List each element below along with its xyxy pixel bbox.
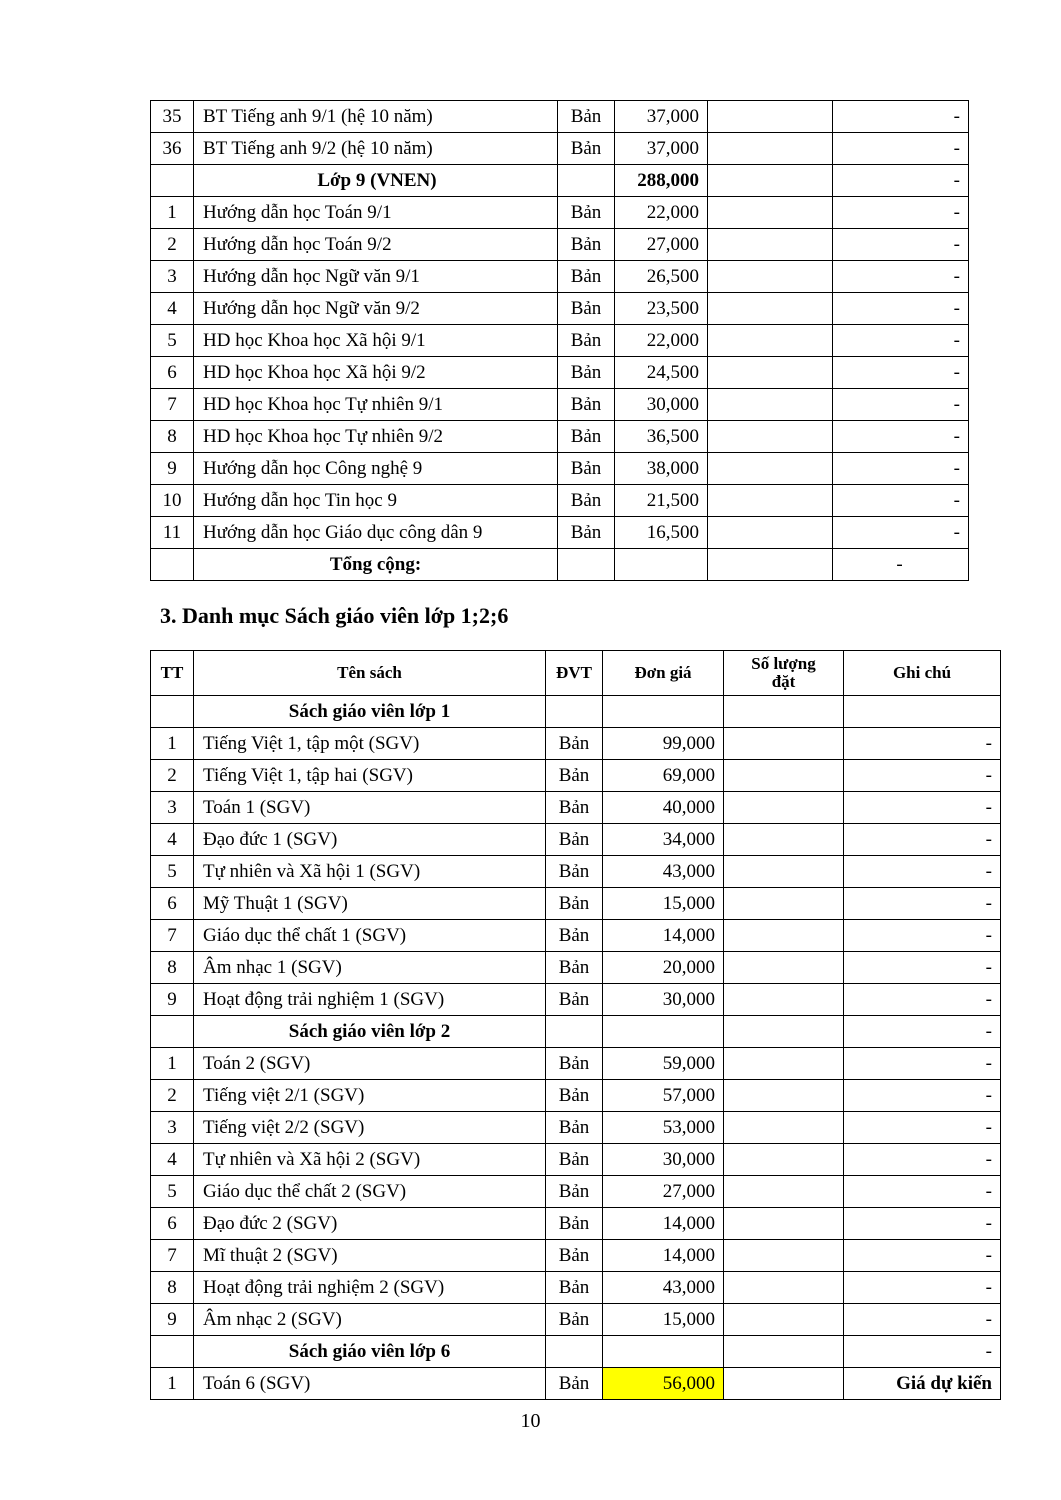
- unit-price: 26,500: [615, 261, 708, 293]
- unit: Bản: [558, 229, 615, 261]
- row-number: [151, 549, 194, 581]
- unit-price: 53,000: [603, 1112, 724, 1144]
- book-title: Mỹ Thuật 1 (SGV): [194, 888, 546, 920]
- note: Giá dự kiến: [844, 1368, 1001, 1400]
- book-title: Giáo dục thể chất 1 (SGV): [194, 920, 546, 952]
- table-row: [151, 1208, 1001, 1240]
- unit: Bản: [546, 1304, 603, 1336]
- book-title: Toán 1 (SGV): [194, 792, 546, 824]
- row-number: 4: [151, 293, 194, 325]
- table-row: [151, 197, 969, 229]
- note: -: [833, 421, 969, 453]
- note: -: [844, 824, 1001, 856]
- table-row: [151, 888, 1001, 920]
- note: -: [833, 357, 969, 389]
- quantity-cell: [708, 293, 833, 325]
- quantity-cell: [724, 984, 844, 1016]
- unit: Bản: [546, 920, 603, 952]
- note: -: [844, 1016, 1001, 1048]
- unit-price: 21,500: [615, 485, 708, 517]
- unit-price: 14,000: [603, 1208, 724, 1240]
- book-title: Tiếng Việt 1, tập một (SGV): [194, 728, 546, 760]
- note: -: [833, 165, 969, 197]
- row-number: 5: [151, 1176, 194, 1208]
- section-heading: 3. Danh mục Sách giáo viên lớp 1;2;6: [160, 603, 509, 628]
- table2-body: [151, 696, 1001, 1400]
- unit-price: [603, 696, 724, 728]
- table-row: [151, 1144, 1001, 1176]
- unit-price: 30,000: [603, 1144, 724, 1176]
- note: -: [844, 920, 1001, 952]
- unit-price: 16,500: [615, 517, 708, 549]
- quantity-cell: [708, 485, 833, 517]
- table-row: [151, 1112, 1001, 1144]
- book-title: HD học Khoa học Tự nhiên 9/2: [194, 421, 558, 453]
- unit: Bản: [546, 1208, 603, 1240]
- quantity-cell: [724, 1368, 844, 1400]
- unit: [558, 549, 615, 581]
- unit: Bản: [546, 728, 603, 760]
- unit-price: 22,000: [615, 325, 708, 357]
- row-number: 9: [151, 1304, 194, 1336]
- note: -: [833, 101, 969, 133]
- table-row: [151, 229, 969, 261]
- unit: Bản: [558, 357, 615, 389]
- note: -: [844, 952, 1001, 984]
- unit-price: 15,000: [603, 1304, 724, 1336]
- book-price-table-grade9: [150, 100, 969, 581]
- unit: Bản: [546, 1112, 603, 1144]
- note: -: [844, 1080, 1001, 1112]
- book-title: Tự nhiên và Xã hội 2 (SGV): [194, 1144, 546, 1176]
- quantity-cell: [724, 824, 844, 856]
- row-number: 4: [151, 1144, 194, 1176]
- unit-price: 22,000: [615, 197, 708, 229]
- unit-price: 40,000: [603, 792, 724, 824]
- unit: Bản: [546, 1080, 603, 1112]
- quantity-cell: [724, 728, 844, 760]
- table-row: [151, 728, 1001, 760]
- note: -: [844, 1304, 1001, 1336]
- table1-body: [151, 101, 969, 581]
- note: -: [833, 133, 969, 165]
- row-number: 8: [151, 1272, 194, 1304]
- unit: Bản: [558, 517, 615, 549]
- unit-price: 24,500: [615, 357, 708, 389]
- group-row: [151, 696, 1001, 728]
- unit: [546, 1016, 603, 1048]
- book-title: Hoạt động trải nghiệm 2 (SGV): [194, 1272, 546, 1304]
- header-note: Ghi chú: [844, 651, 1001, 696]
- row-number: 6: [151, 888, 194, 920]
- note: -: [833, 325, 969, 357]
- book-title: Hướng dẫn học Công nghệ 9: [194, 453, 558, 485]
- unit: Bản: [546, 760, 603, 792]
- header-name: Tên sách: [194, 651, 546, 696]
- unit-price: 27,000: [603, 1176, 724, 1208]
- quantity-cell: [708, 357, 833, 389]
- quantity-cell: [724, 952, 844, 984]
- table-row: [151, 1304, 1001, 1336]
- note: -: [844, 1176, 1001, 1208]
- unit: Bản: [546, 1048, 603, 1080]
- teacher-book-table: [150, 650, 1001, 1400]
- unit: [546, 1336, 603, 1368]
- unit-price: 15,000: [603, 888, 724, 920]
- table-row: [151, 1176, 1001, 1208]
- note: -: [833, 197, 969, 229]
- quantity-cell: [724, 1208, 844, 1240]
- unit: Bản: [546, 1368, 603, 1400]
- book-title: Hướng dẫn học Tin học 9: [194, 485, 558, 517]
- row-number: [151, 1336, 194, 1368]
- note: -: [833, 453, 969, 485]
- book-title: Âm nhạc 1 (SGV): [194, 952, 546, 984]
- row-number: 8: [151, 421, 194, 453]
- unit-price: 30,000: [603, 984, 724, 1016]
- note: -: [833, 229, 969, 261]
- table-row: [151, 856, 1001, 888]
- table-row: [151, 261, 969, 293]
- book-title: Tiếng Việt 1, tập hai (SGV): [194, 760, 546, 792]
- table-row: [151, 1240, 1001, 1272]
- table-row: [151, 1272, 1001, 1304]
- row-number: [151, 1016, 194, 1048]
- book-title: HD học Khoa học Tự nhiên 9/1: [194, 389, 558, 421]
- subtotal-row: [151, 165, 969, 197]
- book-title: Tự nhiên và Xã hội 1 (SGV): [194, 856, 546, 888]
- quantity-cell: [708, 101, 833, 133]
- quantity-cell: [708, 165, 833, 197]
- book-title: Hướng dẫn học Ngữ văn 9/1: [194, 261, 558, 293]
- quantity-cell: [708, 453, 833, 485]
- book-title: Tiếng việt 2/2 (SGV): [194, 1112, 546, 1144]
- book-title: Lớp 9 (VNEN): [194, 165, 558, 197]
- quantity-cell: [724, 888, 844, 920]
- table-header-row: [151, 651, 1001, 696]
- unit-price: [615, 549, 708, 581]
- row-number: 6: [151, 1208, 194, 1240]
- book-title: HD học Khoa học Xã hội 9/2: [194, 357, 558, 389]
- quantity-cell: [724, 696, 844, 728]
- row-number: 2: [151, 760, 194, 792]
- total-label: Tổng cộng:: [194, 549, 558, 581]
- book-title: HD học Khoa học Xã hội 9/1: [194, 325, 558, 357]
- row-number: 1: [151, 728, 194, 760]
- unit: Bản: [546, 856, 603, 888]
- table-row: [151, 357, 969, 389]
- unit-price: 56,000: [603, 1368, 724, 1400]
- quantity-cell: [724, 1144, 844, 1176]
- row-number: 5: [151, 856, 194, 888]
- note: -: [844, 888, 1001, 920]
- quantity-cell: [724, 792, 844, 824]
- total-row: [151, 549, 969, 581]
- unit: Bản: [558, 453, 615, 485]
- note: -: [844, 856, 1001, 888]
- row-number: 7: [151, 389, 194, 421]
- quantity-cell: [708, 389, 833, 421]
- quantity-cell: [708, 549, 833, 581]
- note: -: [833, 517, 969, 549]
- note: -: [844, 1272, 1001, 1304]
- book-title: Hoạt động trải nghiệm 1 (SGV): [194, 984, 546, 1016]
- note: -: [844, 1144, 1001, 1176]
- row-number: 2: [151, 229, 194, 261]
- unit-price: 37,000: [615, 101, 708, 133]
- note: -: [844, 1112, 1001, 1144]
- group-row: [151, 1016, 1001, 1048]
- note: -: [844, 1240, 1001, 1272]
- quantity-cell: [724, 1304, 844, 1336]
- quantity-cell: [724, 760, 844, 792]
- book-title: Giáo dục thể chất 2 (SGV): [194, 1176, 546, 1208]
- row-number: 2: [151, 1080, 194, 1112]
- quantity-cell: [708, 133, 833, 165]
- unit-price: 37,000: [615, 133, 708, 165]
- unit-price: [603, 1336, 724, 1368]
- unit-price: 14,000: [603, 1240, 724, 1272]
- row-number: 7: [151, 920, 194, 952]
- row-number: 6: [151, 357, 194, 389]
- book-title: Toán 2 (SGV): [194, 1048, 546, 1080]
- unit: Bản: [558, 261, 615, 293]
- row-number: 3: [151, 1112, 194, 1144]
- unit-price: 69,000: [603, 760, 724, 792]
- book-title: Hướng dẫn học Toán 9/2: [194, 229, 558, 261]
- unit: Bản: [558, 197, 615, 229]
- table-row: [151, 1368, 1001, 1400]
- note: -: [833, 261, 969, 293]
- unit-price: 36,500: [615, 421, 708, 453]
- row-number: 4: [151, 824, 194, 856]
- unit: Bản: [546, 792, 603, 824]
- table-row: [151, 517, 969, 549]
- row-number: 3: [151, 261, 194, 293]
- quantity-cell: [708, 325, 833, 357]
- header-price: Đơn giá: [603, 651, 724, 696]
- quantity-cell: [724, 1240, 844, 1272]
- unit-price: 20,000: [603, 952, 724, 984]
- book-title: Đạo đức 2 (SGV): [194, 1208, 546, 1240]
- table-row: [151, 101, 969, 133]
- total-note: -: [833, 549, 969, 581]
- note: -: [844, 984, 1001, 1016]
- row-number: 9: [151, 453, 194, 485]
- unit-price: 43,000: [603, 856, 724, 888]
- row-number: 8: [151, 952, 194, 984]
- note: [844, 696, 1001, 728]
- quantity-cell: [724, 856, 844, 888]
- book-title: Hướng dẫn học Toán 9/1: [194, 197, 558, 229]
- quantity-cell: [708, 197, 833, 229]
- unit: Bản: [546, 888, 603, 920]
- quantity-cell: [724, 1336, 844, 1368]
- row-number: 35: [151, 101, 194, 133]
- quantity-cell: [708, 421, 833, 453]
- row-number: 11: [151, 517, 194, 549]
- unit-price: 34,000: [603, 824, 724, 856]
- unit: Bản: [546, 824, 603, 856]
- unit: Bản: [558, 325, 615, 357]
- quantity-cell: [724, 1048, 844, 1080]
- table-row: [151, 792, 1001, 824]
- row-number: 3: [151, 792, 194, 824]
- unit-price: 27,000: [615, 229, 708, 261]
- quantity-cell: [708, 517, 833, 549]
- unit-price: 288,000: [615, 165, 708, 197]
- row-number: 10: [151, 485, 194, 517]
- table-row: [151, 421, 969, 453]
- quantity-cell: [724, 1080, 844, 1112]
- table-row: [151, 293, 969, 325]
- book-title: Toán 6 (SGV): [194, 1368, 546, 1400]
- table-row: [151, 133, 969, 165]
- book-title: Tiếng việt 2/1 (SGV): [194, 1080, 546, 1112]
- unit: Bản: [558, 293, 615, 325]
- note: -: [844, 760, 1001, 792]
- unit: Bản: [558, 485, 615, 517]
- note: -: [844, 1208, 1001, 1240]
- note: -: [833, 293, 969, 325]
- row-number: 5: [151, 325, 194, 357]
- quantity-cell: [724, 920, 844, 952]
- unit-price: 23,500: [615, 293, 708, 325]
- row-number: 36: [151, 133, 194, 165]
- unit: Bản: [546, 1272, 603, 1304]
- table-row: [151, 760, 1001, 792]
- row-number: 1: [151, 1048, 194, 1080]
- unit-price: 99,000: [603, 728, 724, 760]
- note: -: [844, 1048, 1001, 1080]
- row-number: 1: [151, 197, 194, 229]
- book-title: Âm nhạc 2 (SGV): [194, 1304, 546, 1336]
- book-title: Mĩ thuật 2 (SGV): [194, 1240, 546, 1272]
- note: -: [833, 485, 969, 517]
- table-row: [151, 1080, 1001, 1112]
- header-tt: TT: [151, 651, 194, 696]
- group-title: Sách giáo viên lớp 6: [194, 1336, 546, 1368]
- unit-price: 30,000: [615, 389, 708, 421]
- table-row: [151, 920, 1001, 952]
- unit: Bản: [546, 1176, 603, 1208]
- book-title: BT Tiếng anh 9/1 (hệ 10 năm): [194, 101, 558, 133]
- table-row: [151, 453, 969, 485]
- book-title: Đạo đức 1 (SGV): [194, 824, 546, 856]
- unit: Bản: [558, 421, 615, 453]
- row-number: [151, 165, 194, 197]
- unit: Bản: [546, 1144, 603, 1176]
- unit: [546, 696, 603, 728]
- table-row: [151, 389, 969, 421]
- book-title: BT Tiếng anh 9/2 (hệ 10 năm): [194, 133, 558, 165]
- unit: Bản: [546, 1240, 603, 1272]
- table-row: [151, 325, 969, 357]
- note: -: [844, 728, 1001, 760]
- note: -: [844, 1336, 1001, 1368]
- unit-price: 38,000: [615, 453, 708, 485]
- unit: Bản: [558, 133, 615, 165]
- book-title: Hướng dẫn học Giáo dục công dân 9: [194, 517, 558, 549]
- quantity-cell: [708, 261, 833, 293]
- table-row: [151, 485, 969, 517]
- note: -: [833, 389, 969, 421]
- table-row: [151, 1048, 1001, 1080]
- page-number: 10: [520, 1410, 541, 1432]
- row-number: 1: [151, 1368, 194, 1400]
- group-row: [151, 1336, 1001, 1368]
- unit-price: 59,000: [603, 1048, 724, 1080]
- quantity-cell: [724, 1176, 844, 1208]
- quantity-cell: [708, 229, 833, 261]
- group-title: Sách giáo viên lớp 2: [194, 1016, 546, 1048]
- table-row: [151, 824, 1001, 856]
- unit-price: 43,000: [603, 1272, 724, 1304]
- unit: Bản: [558, 101, 615, 133]
- unit: Bản: [546, 952, 603, 984]
- row-number: 9: [151, 984, 194, 1016]
- quantity-cell: [724, 1112, 844, 1144]
- row-number: 7: [151, 1240, 194, 1272]
- row-number: [151, 696, 194, 728]
- unit-price: [603, 1016, 724, 1048]
- book-title: Hướng dẫn học Ngữ văn 9/2: [194, 293, 558, 325]
- quantity-cell: [724, 1016, 844, 1048]
- table-row: [151, 952, 1001, 984]
- unit: [558, 165, 615, 197]
- unit: Bản: [558, 389, 615, 421]
- table-row: [151, 984, 1001, 1016]
- header-unit: ĐVT: [546, 651, 603, 696]
- unit: Bản: [546, 984, 603, 1016]
- unit-price: 14,000: [603, 920, 724, 952]
- header-qty: Số lượng đặt: [724, 651, 844, 696]
- unit-price: 57,000: [603, 1080, 724, 1112]
- note: -: [844, 792, 1001, 824]
- group-title: Sách giáo viên lớp 1: [194, 696, 546, 728]
- quantity-cell: [724, 1272, 844, 1304]
